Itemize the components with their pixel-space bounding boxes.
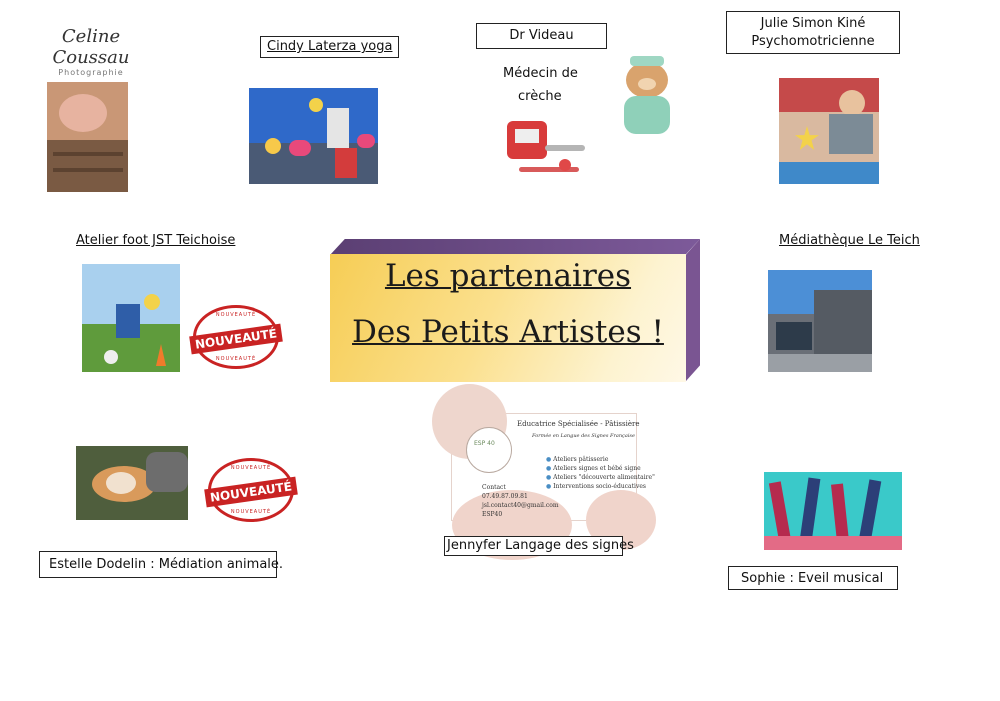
- partner-sophie-label: [728, 566, 898, 590]
- yoga-photo: [249, 88, 378, 184]
- sign-language-card: [451, 413, 655, 521]
- library-photo: [768, 270, 872, 372]
- partner-julie-label: [726, 11, 900, 54]
- partner-sophie-text: Sophie : Eveil musical: [741, 571, 884, 586]
- card-item-4: ● Interventions socio-éducatives: [546, 483, 646, 490]
- card-subtitle: Formée en Langue des Signes Française: [532, 433, 635, 439]
- card-social: ESP40: [482, 511, 503, 518]
- partner-dr-name: Dr Videau: [509, 28, 574, 43]
- banner-title-line2: Des Petits Artistes !: [352, 314, 664, 350]
- banner-side-edge: [686, 239, 700, 381]
- new-badge-animal: NOUVEAUTÉ NOUVEAUTÉ NOUVEAUTÉ: [208, 458, 294, 522]
- card-logo: [466, 427, 512, 473]
- football-photo: [82, 264, 180, 372]
- medical-kit-illustration: [505, 115, 589, 187]
- partner-cindy-label: Cindy Laterza yoga: [260, 36, 399, 58]
- photographer-logo: [34, 26, 148, 77]
- new-badge-foot-text: NOUVEAUTÉ: [189, 324, 283, 355]
- partner-mediatheque-label: Médiathèque Le Teich: [779, 233, 920, 248]
- logo-title: Celine Coussau: [52, 26, 130, 68]
- partner-foot-label: Atelier foot JST Teichoise: [76, 233, 236, 248]
- partner-julie-line2: Psychomotricienne: [751, 34, 875, 49]
- card-item-2: ● Ateliers signes et bébé signe: [546, 465, 641, 472]
- new-badge-foot: NOUVEAUTÉ NOUVEAUTÉ NOUVEAUTÉ: [193, 305, 279, 369]
- guinea-pig-photo: [76, 446, 188, 520]
- partner-estelle-text: Estelle Dodelin : Médiation animale.: [49, 557, 284, 572]
- banner-title-line1: Les partenaires: [384, 258, 632, 294]
- partner-jennyfer-text: Jennyfer Langage des signes: [447, 538, 634, 553]
- card-phone: 07.49.87.09.81: [482, 493, 528, 500]
- card-contact-label: Contact: [482, 484, 506, 491]
- card-item-3: ● Ateliers "découverte alimentaire": [546, 474, 655, 481]
- partner-julie-line1: Julie Simon Kiné: [760, 16, 866, 31]
- new-badge-animal-text: NOUVEAUTÉ: [204, 477, 298, 508]
- card-item-1: ● Ateliers pâtisserie: [546, 456, 609, 463]
- partner-dr-role-1: Médecin de: [503, 66, 578, 81]
- logo-subtitle: Photographie: [58, 68, 124, 77]
- card-email: jsl.contact40@gmail.com: [482, 502, 559, 509]
- banner-top-edge: [330, 239, 700, 255]
- teddy-bear-illustration: [616, 56, 678, 138]
- musical-illustration: [764, 472, 902, 550]
- psychomotricity-photo: [779, 78, 879, 184]
- card-title: Educatrice Spécialisée - Pâtissière: [517, 420, 640, 428]
- partner-jennyfer-label: [444, 536, 634, 556]
- partner-dr-label: [476, 23, 607, 49]
- partner-estelle-label: [39, 551, 284, 578]
- partner-dr-role-2: crèche: [518, 89, 562, 104]
- card-logo-text: ESP 40: [474, 440, 495, 447]
- newborn-photo: [47, 82, 128, 192]
